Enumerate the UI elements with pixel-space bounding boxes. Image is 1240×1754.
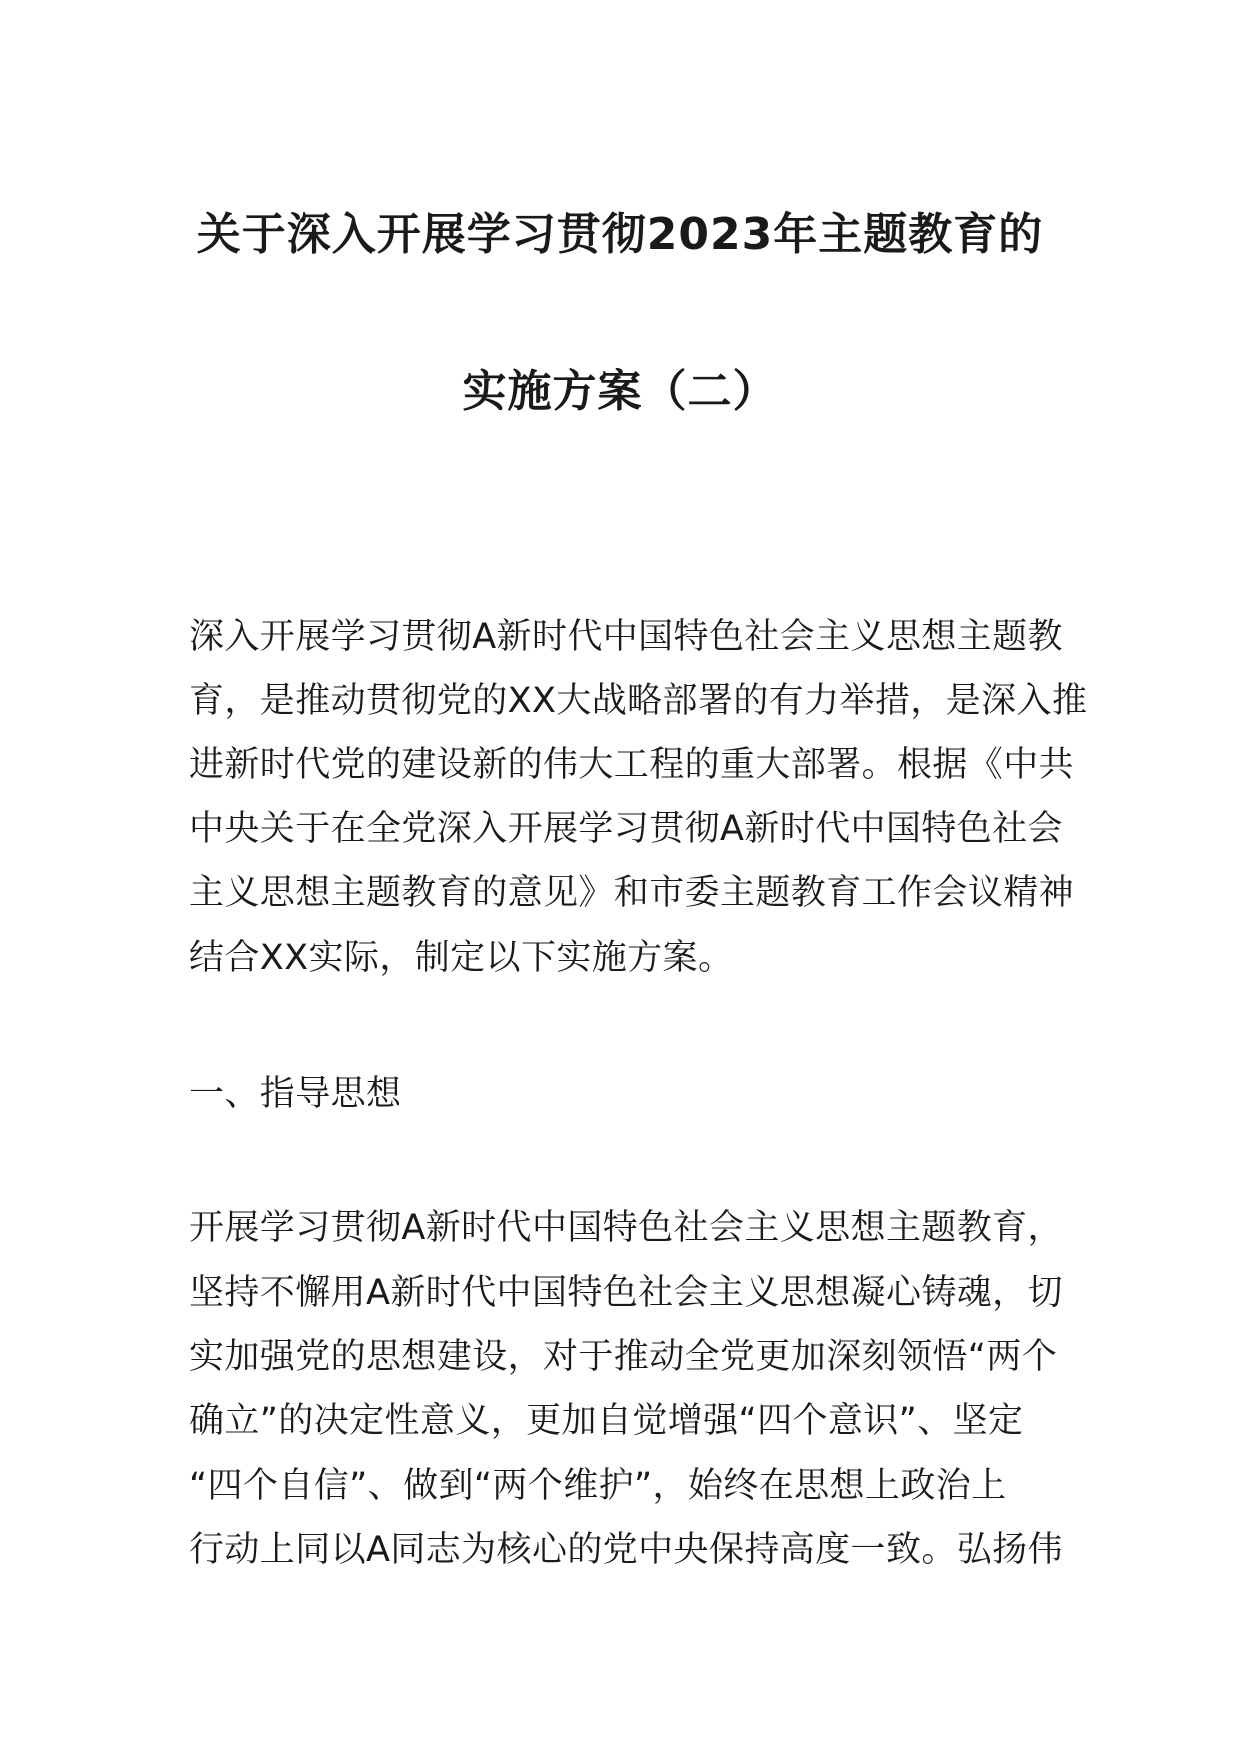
section-paragraph-line: 实加强党的思想建设，对于推动全党更加深刻领悟“两个 — [189, 1337, 1058, 1377]
intro-paragraph-line: 深入开展学习贯彻A新时代中国特色社会主义思想主题教 — [189, 617, 1063, 657]
intro-paragraph-line: 主义思想主题教育的意见》和市委主题教育工作会议精神 — [189, 873, 1075, 913]
document-title-line-1: 关于深入开展学习贯彻2023年主题教育的 — [196, 209, 1044, 260]
intro-paragraph-line: 结合XX实际，制定以下实施方案。 — [189, 938, 734, 978]
intro-paragraph-line: 育，是推动贯彻党的XX大战略部署的有力举措，是深入推 — [189, 681, 1088, 721]
intro-paragraph-line: 进新时代党的建设新的伟大工程的重大部署。根据《中共 — [189, 745, 1075, 785]
section-heading: 一、指导思想 — [189, 1074, 402, 1114]
section-paragraph-line: “四个自信”、做到“两个维护”，始终在思想上政治上 — [189, 1466, 1007, 1506]
section-paragraph-line: 行动上同以A同志为核心的党中央保持高度一致。弘扬伟 — [189, 1530, 1063, 1570]
section-paragraph-line: 确立”的决定性意义，更加自觉增强“四个意识”、坚定 — [189, 1401, 1024, 1441]
section-paragraph-line: 开展学习贯彻A新时代中国特色社会主义思想主题教育， — [189, 1208, 1063, 1248]
document-title-line-2: 实施方案（二） — [462, 366, 778, 417]
intro-paragraph-line: 中央关于在全党深入开展学习贯彻A新时代中国特色社会 — [189, 809, 1063, 849]
section-paragraph-line: 坚持不懈用A新时代中国特色社会主义思想凝心铸魂，切 — [189, 1273, 1063, 1313]
